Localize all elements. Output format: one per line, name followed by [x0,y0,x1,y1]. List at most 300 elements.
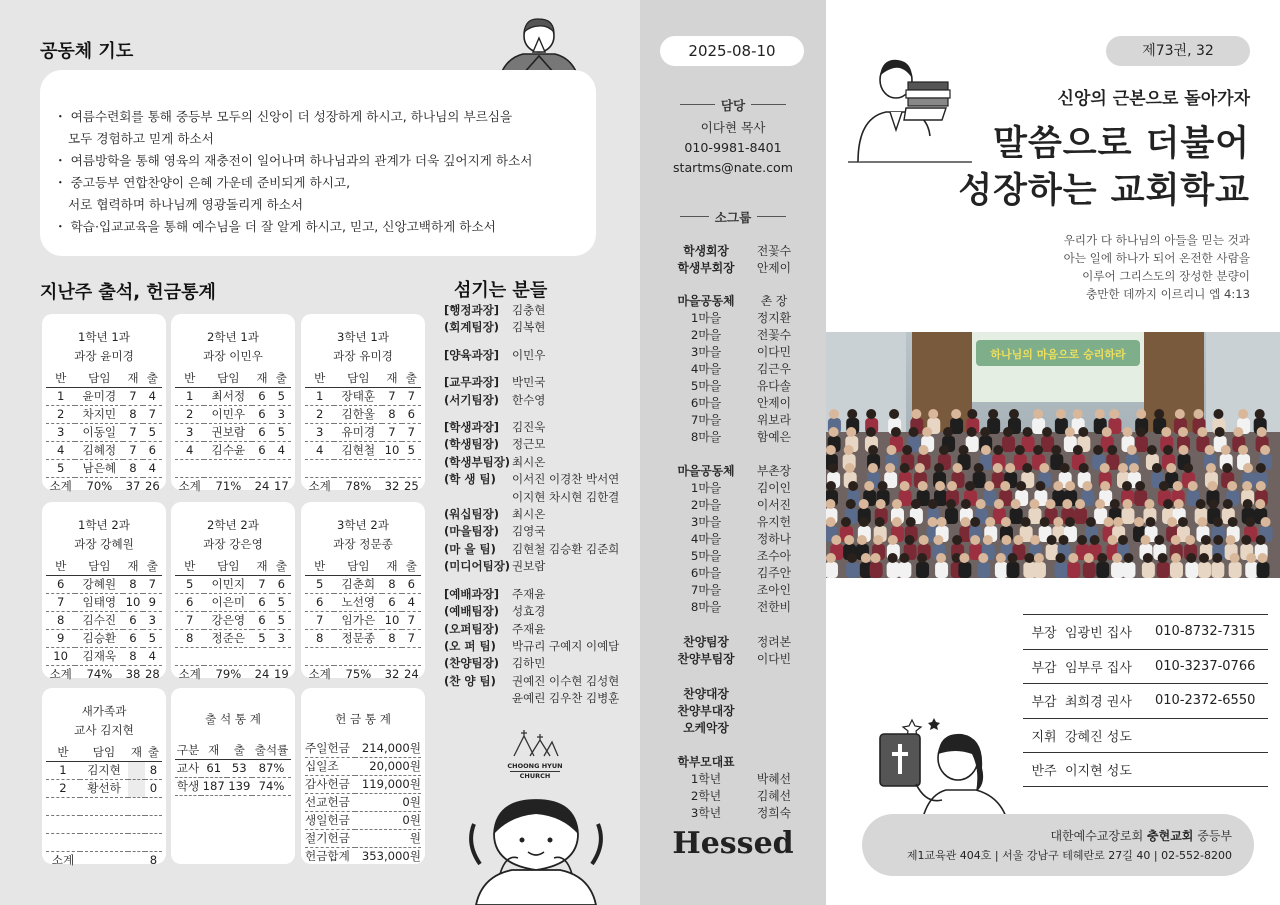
cell: 10 [46,647,75,665]
server-names: 주재윤 [512,621,546,636]
cell: 차지민 [75,405,123,423]
group-member: 전꽃수 [756,244,792,258]
cell [128,779,145,797]
cell: 4 [305,441,334,459]
server-row [444,489,634,506]
server-names: 정근모 [512,437,546,452]
cell: 4 [175,441,204,459]
group-member: 안제이 [756,396,792,410]
group-role: 7마을 [690,413,722,427]
servers-title: 섬기는 분들 [454,280,548,301]
cell: 소계 [308,667,331,682]
cell: 37 [125,479,141,494]
cell: 원 [355,829,421,847]
column-header: 재 [382,369,401,387]
church-org: 대한예수교장로회 충현교회 중등부 [1050,829,1232,843]
cell [382,647,401,665]
class-title: 2학년 1과 [206,330,260,344]
table-row [46,833,162,851]
cell: 강은영 [204,611,252,629]
prayer-item-cont: 모두 경험하고 믿게 하소서 [68,131,214,146]
cell: 이민지 [204,575,252,593]
group-member: 조아인 [756,583,792,597]
cell: 소계 [49,479,72,494]
group-role: 5마을 [690,549,722,563]
small-group-heading: 소그룹 [674,207,792,226]
cell: 김지현 [80,761,128,779]
cell: 노선영 [334,593,382,611]
table-row [46,761,162,779]
cell: 8 [46,611,75,629]
group-role: 1마을 [690,311,722,325]
cell: 8 [382,405,401,423]
group-member: 촌 장 [760,294,788,308]
cell: 최서정 [204,387,252,405]
column-header: 재 [252,369,271,387]
cell: 17 [273,479,289,494]
pastor-heading: 담당 [674,95,792,114]
cell: 24 [254,667,270,682]
volume-badge: 제73권, 32 [1106,36,1250,66]
class-card [301,314,425,494]
class-card [171,314,295,494]
table-row [305,647,421,665]
servers-list [444,302,634,708]
server-names: 권예진 이수현 김성현 [512,673,620,688]
server-role: (워십팀장) [444,507,499,522]
server-row [444,655,634,672]
cell: 소계 [178,479,201,494]
column-header: 반 [175,369,204,387]
cell [80,851,128,869]
cell: 5 [175,575,204,593]
staff-row [1023,614,1268,649]
cell: 8 [145,761,162,779]
verse-line: 이루어 그리스도의 장성한 분량이 [1082,269,1250,283]
table-header [305,369,421,387]
column-header: 담임 [334,557,382,575]
group-member: 정려본 [756,635,792,649]
class-table [175,557,291,683]
cell: 유미경 [334,423,382,441]
cell [204,459,252,477]
cell: 19 [273,667,289,682]
small-group-row [668,548,818,565]
server-row [444,471,634,488]
server-row [444,621,634,638]
table-row [175,611,291,629]
cell [46,815,80,833]
group-role: 6마을 [690,396,722,410]
cell [305,647,334,665]
cell: 7 [123,423,142,441]
cell: 1 [46,761,80,779]
prayer-item-cont: 서로 협력하며 하나님께 영광돌리게 하소서 [68,197,303,212]
subtotal-row [305,665,421,683]
subtotal-row [175,665,291,683]
group-role: 1학년 [690,772,722,786]
cell [128,851,145,869]
column-header: 재 [252,557,271,575]
table-row [46,459,162,477]
small-group [668,754,818,822]
small-group-row [668,514,818,531]
class-leader: 과장 이민우 [203,349,263,363]
cell: 김재욱 [75,647,123,665]
staff-name: 임광빈 집사 [1065,626,1132,642]
small-group-row [668,754,818,771]
cell: 7 [382,423,401,441]
cell: 32 [384,479,400,494]
cell: 187 [202,779,225,793]
cell: 7 [402,611,421,629]
table-header [46,369,162,387]
cell: 6 [252,611,271,629]
cell [80,815,128,833]
column-header: 출 [402,369,421,387]
server-role: (회계팀장) [444,320,499,335]
group-role: 4마을 [690,362,722,376]
server-role: (마 을 팀) [444,541,496,556]
cell: 5 [272,611,291,629]
subtotal-row [46,851,162,869]
spacer [444,364,634,374]
server-names: 한수영 [512,392,546,407]
cell [334,647,382,665]
cell: 6 [252,593,271,611]
column-header: 재 [128,743,145,761]
cell: 4 [272,441,291,459]
cell: 1 [175,387,204,405]
cell: 6 [46,575,75,593]
cell: 7 [382,387,401,405]
server-row [444,347,634,364]
class-title: 1학년 1과 [77,330,131,344]
cell: 7 [305,611,334,629]
group-role: 2마을 [690,328,722,342]
cell: 8 [382,629,401,647]
server-role: (예배팀장) [444,604,499,619]
cell: 71% [215,479,242,494]
column-header: 재 [382,557,401,575]
cell [252,459,271,477]
cell [145,815,162,833]
group-role: 찬양부대장 [677,704,735,718]
column-header: 반 [46,369,75,387]
cell: 2 [46,405,75,423]
cell: 김한울 [334,405,382,423]
cell: 7 [402,387,421,405]
cell: 24 [403,667,419,682]
small-group-row [668,480,818,497]
table-row [175,423,291,441]
class-card [42,314,166,494]
cell [334,459,382,477]
server-row [444,319,634,336]
staff-title: 부장 [1031,626,1057,642]
cell: 0원 [355,811,421,829]
cell [46,833,80,851]
cell: 8 [123,647,142,665]
server-row [444,392,634,409]
cell: 0 [145,779,162,797]
cell: 10 [123,593,142,611]
group-role: 학부모대표 [677,755,735,769]
small-group [668,463,818,616]
girl-thinking-illustration [466,794,606,905]
server-role: (찬 양 팀) [444,673,496,688]
server-row [444,690,634,707]
cell: 6 [252,405,271,423]
server-role: (미디어팀장) [444,559,511,574]
table-row [305,441,421,459]
server-names: 이민우 [512,347,546,362]
cell: 8 [123,575,142,593]
cell: 김수진 [75,611,123,629]
cell: 학생 [176,779,200,793]
small-group-row [668,429,818,446]
cell: 5 [143,423,162,441]
cell: 10 [382,441,401,459]
cell [175,459,204,477]
table-row [305,459,421,477]
small-group-row [668,293,818,310]
group-member [744,754,804,771]
class-title: 3학년 1과 [336,330,390,344]
group-member: 이서진 [756,498,792,512]
photo-banner-text: 하나님의 마음으로 승리하라 [990,348,1126,361]
server-role: (마을팀장) [444,524,499,539]
cell: 6 [402,575,421,593]
cell: 7 [175,611,204,629]
church-logo-line1: CHOONG HYUN [507,762,563,770]
server-names: 김영국 [512,524,546,539]
small-group [668,293,818,446]
group-member: 김이인 [756,481,792,495]
cell [80,833,128,851]
cell: 권보람 [204,423,252,441]
cell: 황선하 [80,779,128,797]
group-role: 6마을 [690,566,722,580]
cell: 정문종 [334,629,382,647]
cell: 7 [402,629,421,647]
class-title: 2학년 2과 [206,518,260,532]
cell: 139 [228,779,251,793]
server-names: 윤예린 김우찬 김병훈 [512,691,620,706]
group-member: 안제이 [756,261,792,275]
column-header: 반 [305,369,334,387]
class-title: 1학년 2과 [77,518,131,532]
server-row [444,302,634,319]
table-row [305,575,421,593]
group-member: 박혜선 [756,772,792,786]
small-group-row [668,805,818,822]
group-member: 전한비 [756,600,792,614]
table-row [175,441,291,459]
column-header: 출 [272,369,291,387]
table-row [46,441,162,459]
group-member: 정지환 [756,311,792,325]
cell [272,647,291,665]
cell: 3 [305,423,334,441]
verse-line: 충만한 데까지 이르리니 엡 4:13 [1086,287,1250,301]
church-address: 제1교육관 404호 | 서울 강남구 테헤란로 27길 40 | 02-552-8200 [906,849,1232,862]
cell: 5 [272,593,291,611]
cell: 남은혜 [75,459,123,477]
class-table [305,369,421,495]
group-role: 8마을 [690,600,722,614]
group-member: 위보라 [756,413,792,427]
offering-stats-title: 헌 금 통 계 [335,712,391,726]
cell: 70% [86,479,113,494]
cell: 정준은 [204,629,252,647]
hessed-logo: Hessed [672,826,794,861]
group-member: 김주안 [756,566,792,580]
group-role: 마을공동체 [677,294,735,308]
small-group-row [668,565,818,582]
cell: 8 [175,629,204,647]
cell: 3 [46,423,75,441]
cell: 0원 [355,793,421,811]
column-header: 반 [46,557,75,575]
cell: 헌금합계 [305,849,350,864]
server-role: [양육과장] [444,347,499,362]
cell [128,797,145,815]
cell: 소계 [308,479,331,494]
server-names: 김충현 [512,303,546,317]
cell: 79% [215,667,242,682]
server-names: 이지현 차시현 김한결 [512,489,620,504]
small-group-row [668,634,818,651]
class-card [42,502,166,682]
class-table [305,557,421,683]
server-names: 김복현 [512,320,546,335]
cell: 78% [345,479,372,494]
group-role: 8마을 [690,430,722,444]
staff-row [1023,683,1268,718]
cell [305,459,334,477]
cell: 강혜원 [75,575,123,593]
group-role: 3학년 [690,806,722,820]
prayer-list [40,70,596,256]
cell: 2 [175,405,204,423]
cell: 4 [46,441,75,459]
column-header: 담임 [80,743,128,761]
group-role: 2학년 [690,789,722,803]
server-names: 김하민 [512,656,546,671]
group-role: 찬양부팀장 [677,652,735,666]
cell: 절기헌금 [305,829,355,847]
cell: 6 [252,441,271,459]
cell: 7 [123,387,142,405]
staff-name: 이지현 성도 [1065,763,1132,779]
small-group-row [668,788,818,805]
group-member: 정하나 [756,532,792,546]
small-group-row [668,327,818,344]
small-group-row [668,686,818,703]
small-group-row [668,703,818,720]
staff-phone: 010-8732-7315 [1155,624,1256,640]
group-role: 1마을 [690,481,722,495]
prayer-item: ・ 여름수련회를 통해 중등부 모두의 신앙이 더 성장하게 하시고, 하나님의 부르심을 [54,109,513,124]
attendance-stats-table [175,741,291,796]
cell: 소계 [49,667,72,682]
cell: 윤미경 [75,387,123,405]
group-member: 이다민 [756,345,792,359]
cell: 1 [46,387,75,405]
server-role: [학생과장] [444,420,499,435]
cell: 재 [201,741,227,759]
table-row [175,575,291,593]
group-role: 4마을 [690,532,722,546]
class-title: 3학년 2과 [336,518,390,532]
church-logo [502,730,568,781]
table-header [46,743,162,761]
cell: 214,000원 [355,739,421,757]
table-row [46,611,162,629]
cell: 임가은 [334,611,382,629]
subtotal-row [305,477,421,495]
cell: 십일조 [305,757,355,775]
prayer-item: ・ 학습·입교교육을 통해 예수님을 더 잘 알게 하시고, 믿고, 신앙고백하게 하소서 [54,219,496,234]
cell [128,833,145,851]
class-table [175,369,291,495]
column-header: 출 [402,557,421,575]
small-group-row [668,463,818,480]
subtotal-row [46,477,162,495]
server-row [444,523,634,540]
bible-verse [1064,231,1250,303]
cell [46,797,80,815]
cell: 28 [144,667,160,682]
table-row [175,647,291,665]
class-table [46,743,162,869]
cell: 소계 [178,667,201,682]
cell: 5 [143,629,162,647]
group-member: 조수아 [756,549,792,563]
small-group [668,634,818,668]
small-group-row [668,651,818,668]
table-row [46,815,162,833]
column-header: 담임 [75,557,123,575]
cell: 출석률 [252,741,291,759]
group-photo [826,332,1280,578]
column-header: 출 [143,557,162,575]
server-role: (학생부팀장) [444,454,511,469]
cell: 김현철 [334,441,382,459]
cell [272,459,291,477]
server-names: 김진욱 [512,420,546,435]
server-names: 최시온 [512,507,546,522]
server-row [444,374,634,391]
column-header: 반 [175,557,204,575]
cell: 감사헌금 [305,775,355,793]
group-member [744,720,804,737]
server-role: (오 퍼 팀) [444,638,496,653]
cell: 2 [46,779,80,797]
group-role: 마을공동체 [677,464,735,478]
small-group-row [668,412,818,429]
cell: 32 [384,667,400,682]
cell: 4 [143,459,162,477]
cell: 20,000원 [355,757,421,775]
cell [128,761,145,779]
group-member: 함예은 [756,430,792,444]
server-names: 권보람 [512,559,546,574]
cell: 출 [227,741,253,759]
cell: 이동일 [75,423,123,441]
verse-line: 우리가 다 하나님의 아들을 믿는 것과 [1063,233,1250,247]
